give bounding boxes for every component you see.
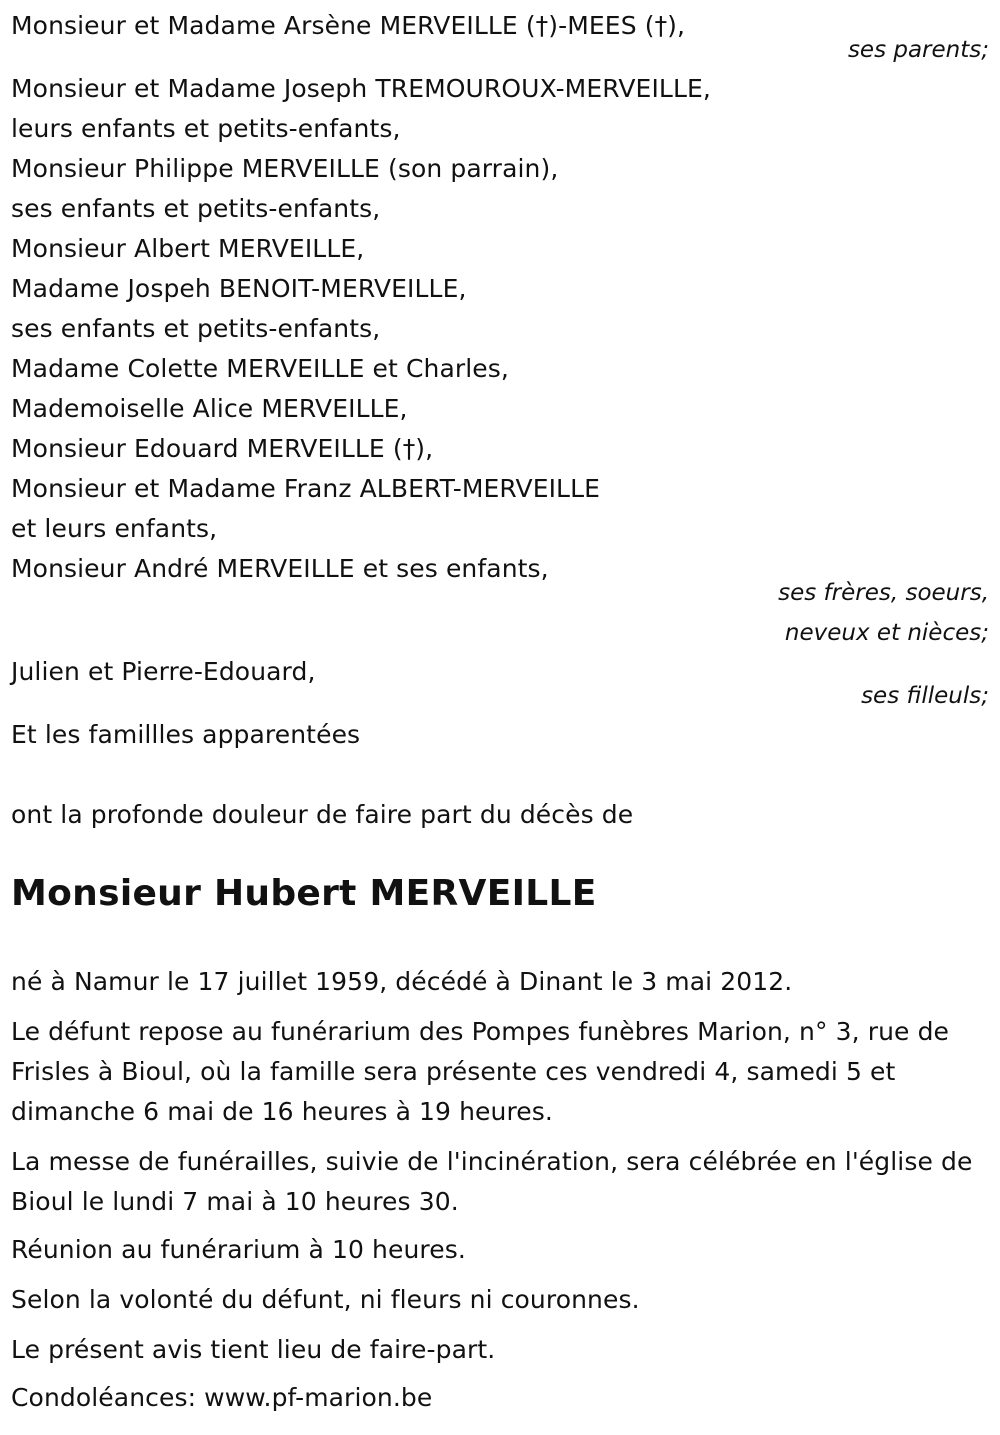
sibling-line: Madame Colette MERVEILLE et Charles, (11, 354, 509, 383)
notice-paragraph: Le présent avis tient lieu de faire-part. (11, 1335, 496, 1364)
funerarium-paragraph: Le défunt repose au funérarium des Pompes funèbres Marion, n° 3, rue de Frisles à Bioul, où la famille sera présente ces vendredi 4, samedi 5 et dimanche 6 mai de 16 heures à 19 heures. (11, 1017, 950, 1126)
siblings-role-line2: neveux et nièces; (784, 620, 989, 646)
sibling-line: leurs enfants et petits-enfants, (11, 114, 401, 143)
flowers-paragraph: Selon la volonté du défunt, ni fleurs ni couronnes. (11, 1285, 640, 1314)
siblings-role-line1: ses frères, soeurs, (778, 580, 989, 606)
sibling-line: Monsieur André MERVEILLE et ses enfants, (11, 554, 549, 583)
sibling-line: Monsieur et Madame Joseph TREMOUROUX-MERVEILLE, (11, 74, 711, 103)
parents-line: Monsieur et Madame Arsène MERVEILLE (†)-MEES (†), (11, 11, 686, 40)
sibling-line: Monsieur et Madame Franz ALBERT-MERVEILLE (11, 474, 601, 503)
parents-role: ses parents; (847, 37, 989, 63)
sibling-line: Monsieur Edouard MERVEILLE (†), (11, 434, 434, 463)
condolences-paragraph: Condoléances: www.pf-marion.be (11, 1383, 433, 1412)
godchildren-line: Julien et Pierre-Edouard, (11, 657, 316, 686)
deceased-name: Monsieur Hubert MERVEILLE (11, 873, 597, 914)
birth-death-paragraph: né à Namur le 17 juillet 1959, décédé à Dinant le 3 mai 2012. (11, 967, 793, 996)
sibling-line: ses enfants et petits-enfants, (11, 194, 381, 223)
sibling-line: Monsieur Albert MERVEILLE, (11, 234, 365, 263)
sibling-line: Mademoiselle Alice MERVEILLE, (11, 394, 408, 423)
families-line: Et les famillles apparentées (11, 720, 361, 749)
mass-paragraph: La messe de funérailles, suivie de l'incinération, sera célébrée en l'église de Bioul le lundi 7 mai à 10 heures 30. (11, 1147, 973, 1216)
godchildren-role: ses filleuls; (861, 683, 989, 709)
meeting-paragraph: Réunion au funérarium à 10 heures. (11, 1235, 466, 1264)
sibling-line: ses enfants et petits-enfants, (11, 314, 381, 343)
announcement-line: ont la profonde douleur de faire part du décès de (11, 800, 634, 829)
sibling-line: et leurs enfants, (11, 514, 218, 543)
sibling-line: Madame Jospeh BENOIT-MERVEILLE, (11, 274, 467, 303)
sibling-line: Monsieur Philippe MERVEILLE (son parrain), (11, 154, 559, 183)
